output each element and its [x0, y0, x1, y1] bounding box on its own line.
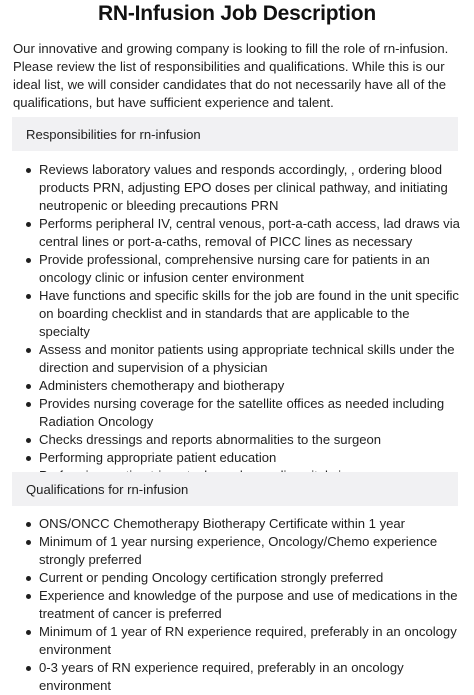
list-item	[0, 533, 474, 569]
list-item-text: Have functions and specific skills for the job are found in the unit specific on boarding checklist and in standards that are applicable to the specialty	[39, 288, 459, 339]
bullet-icon	[26, 630, 31, 635]
list-item-text: Provide professional, comprehensive nursing care for patients in an oncology clinic or infusion center environment	[39, 252, 430, 285]
intro-paragraph: Our innovative and growing company is looking to fill the role of rn-infusion. Please review the list of responsibilities and qualifications. While this is our ideal list, we will consider candidates that do not necessarily have all of the qualifications, but have sufficient experience and talent.	[13, 41, 449, 110]
list-item	[0, 161, 474, 215]
list-item	[0, 341, 474, 377]
qualifications-list	[0, 515, 474, 695]
list-item	[0, 395, 474, 431]
list-item	[0, 251, 474, 287]
responsibilities-list	[0, 161, 474, 485]
bullet-icon	[26, 540, 31, 545]
list-item-text: Minimum of 1 year of RN experience required, preferably in an oncology environment	[39, 624, 457, 657]
qualifications-heading: Qualifications for rn-infusion	[12, 472, 458, 506]
responsibilities-heading: Responsibilities for rn-infusion	[12, 117, 458, 151]
list-item	[0, 569, 474, 587]
bullet-icon	[26, 522, 31, 527]
list-item	[0, 215, 474, 251]
list-item-text: Performing appropriate patient education	[39, 450, 277, 465]
list-item-text: Assess and monitor patients using appropriate technical skills under the direction and supervision of a physician	[39, 342, 455, 375]
bullet-icon	[26, 168, 31, 173]
bullet-icon	[26, 384, 31, 389]
bullet-icon	[26, 666, 31, 671]
list-item	[0, 449, 474, 467]
bullet-icon	[26, 402, 31, 407]
bullet-icon	[26, 456, 31, 461]
bullet-icon	[26, 348, 31, 353]
list-item	[0, 659, 474, 695]
bullet-icon	[26, 576, 31, 581]
bullet-icon	[26, 222, 31, 227]
list-item-text: Checks dressings and reports abnormalities to the surgeon	[39, 432, 382, 447]
bullet-icon	[26, 258, 31, 263]
list-item	[0, 515, 474, 533]
list-item-text: Provides nursing coverage for the satellite offices as needed including Radiation Oncology	[39, 396, 445, 429]
list-item	[0, 623, 474, 659]
list-item-text: ONS/ONCC Chemotherapy Biotherapy Certificate within 1 year	[39, 516, 406, 531]
list-item-text: Performs peripheral IV, central venous, port-a-cath access, lad draws via central lines or port-a-caths, removal of PICC lines as necessary	[39, 216, 460, 249]
list-item-text: Reviews laboratory values and responds accordingly, , ordering blood products PRN, adjusting EPO doses per clinical pathway, and initiating neutropenic or bleeding precautions PRN	[39, 162, 448, 213]
bullet-icon	[26, 294, 31, 299]
bullet-icon	[26, 594, 31, 599]
list-item-text: Minimum of 1 year nursing experience, Oncology/Chemo experience strongly preferred	[39, 534, 438, 567]
list-item	[0, 431, 474, 449]
list-item	[0, 587, 474, 623]
page-title: RN-Infusion Job Description	[97, 2, 377, 25]
list-item-text: Experience and knowledge of the purpose and use of medications in the treatment of cancer is preferred	[39, 588, 458, 621]
list-item-text: 0-3 years of RN experience required, preferably in an oncology environment	[39, 660, 404, 693]
list-item-text: Current or pending Oncology certification strongly preferred	[39, 570, 384, 585]
list-item-text: Administers chemotherapy and biotherapy	[39, 378, 285, 393]
list-item	[0, 287, 474, 341]
list-item	[0, 377, 474, 395]
bullet-icon	[26, 438, 31, 443]
